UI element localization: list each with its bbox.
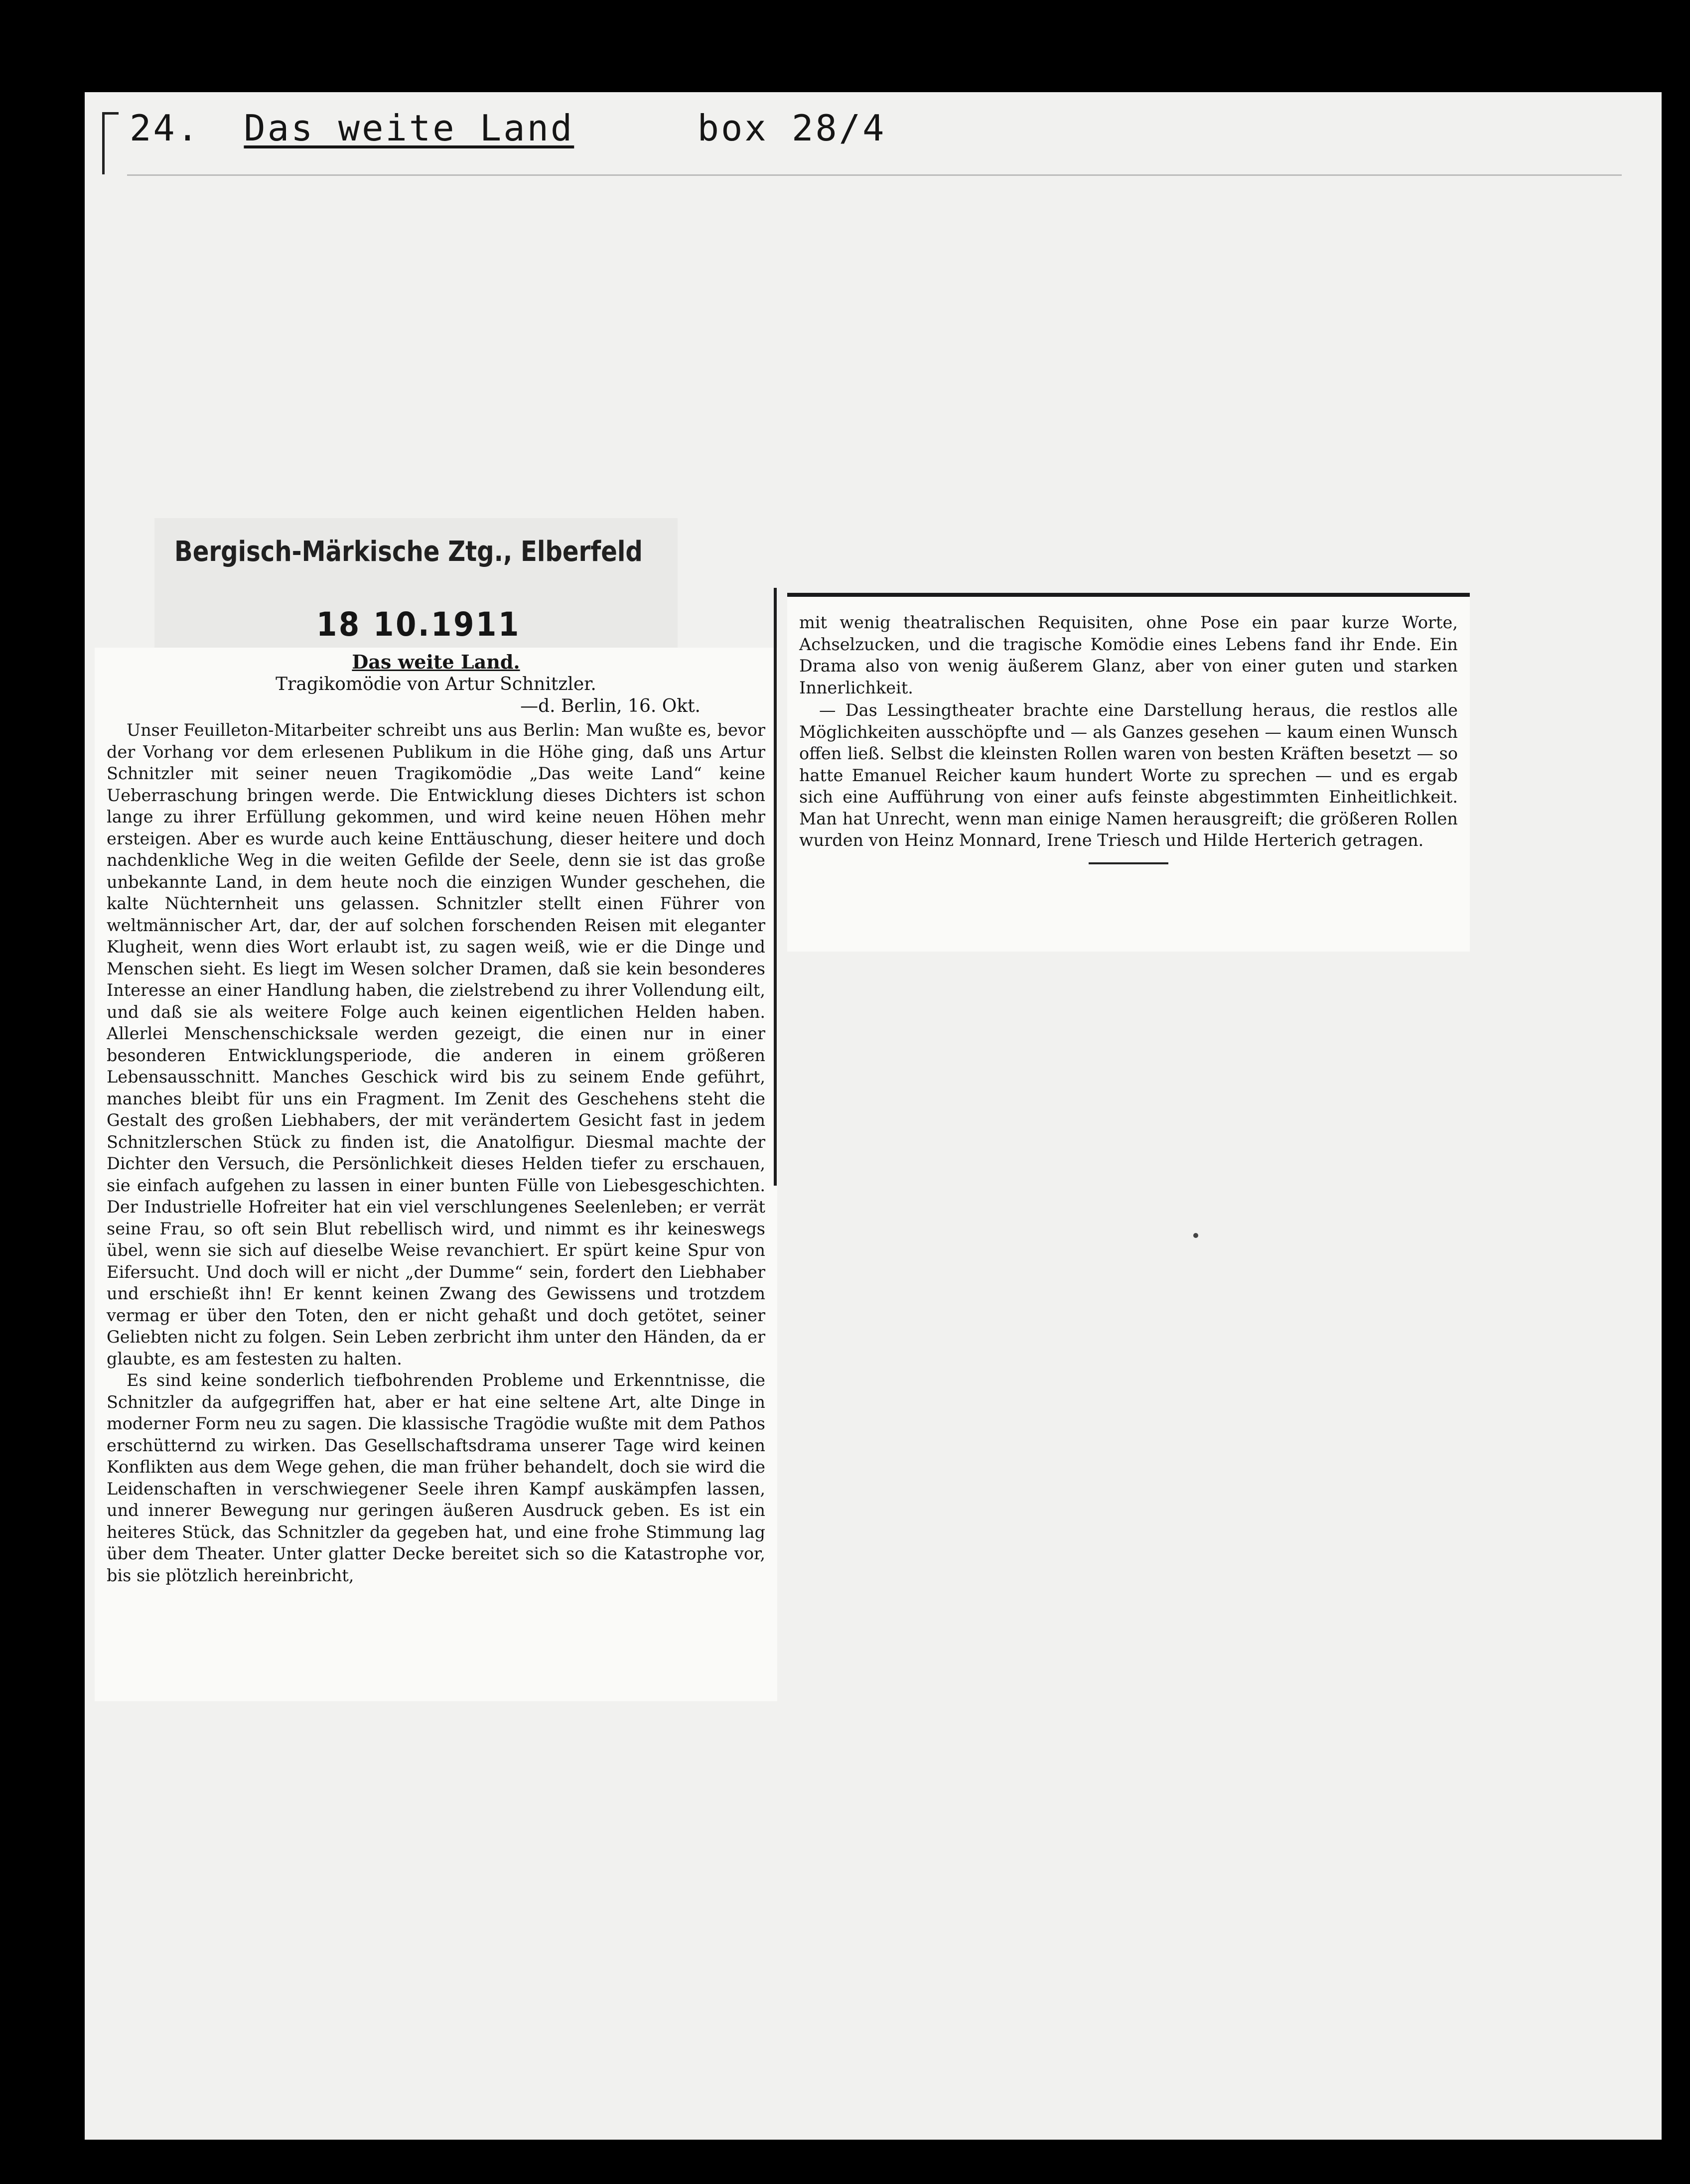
stamp-date: 18 10.1911 [316, 605, 521, 644]
stamp-source: Bergisch-Märkische Ztg., Elberfeld [174, 536, 643, 568]
article-paragraph: Unser Feuilleton-Mitarbeiter schreibt uns aus Berlin: Man wußte es, bevor der Vorhang vor dem erlesenen Publikum in die Höhe ging, daß uns Artur Schnitzler mit seiner neuen Tragikomödie „Das weite Land“ keine Ueberraschung bringen werde. Die Entwicklung dieses Dichters ist schon lange zu ihrer Erfüllung gekommen, und wird keine neuen Höhen mehr ersteigen. Aber es wurde auch keine Enttäuschung, dieser heitere und doch nachdenkliche Weg in die weiten Gefilde der Seele, denn sie ist das große unbekannte Land, in dem heute noch die einzigen Wunder geschehen, die kalte Nüchternheit uns gelassen. Schnitzler stellt einen Führer von weltmännischer Art, dar, der auf solchen forschenden Reisen mit eleganter Klugheit, wenn dies Wort erlaubt ist, zu sagen weiß, wie er die Dinge und Menschen sieht. Es liegt im Wesen solcher Dramen, daß sie kein besonderes Interesse an einer Handlung haben, die zielstrebend zu ihrer Vollendung eilt, und daß sie als weitere Folge auch keinen eigentlichen Helden haben. Allerlei Menschenschicksale werden gezeigt, die einen nur in einer besonderen Entwicklungsperiode, die anderen in einem größeren Lebensausschnitt. Manches Geschick wird bis zu seinem Ende geführt, manches bleibt für uns ein Fragment. Im Zenit des Geschehens steht die Gestalt des großen Liebhabers, der mit verändertem Gesicht fast in jedem Schnitzlerschen Stück zu finden ist, die Anatolfigur. Diesmal machte der Dichter den Versuch, die Persönlichkeit dieses Helden tiefer zu erschauen, sie einfach aufgehen zu lassen in einer bunten Fülle von Liebesgeschichten. Der Industrielle Hofreiter hat ein viel verschlungenes Seelenleben; er verrät seine Frau, so oft sein Blut rebellisch wird, und nimmt es ihr keineswegs übel, wenn sie sich auf dieselbe Weise revanchiert. Er spürt keine Spur von Eifersucht. Und doch will er nicht „der Dumme“ sein, fordert den Liebhaber und erschießt ihn! Er kennt keinen Zwang des Gewissens und trotzdem vermag er über den Toten, den er nicht gehaßt und doch getötet, seiner Geliebten nicht zu folgen. Sein Leben zerbricht ihm unter den Händen, da er glaubte, es am festesten zu halten. [107, 720, 765, 1368]
article-dateline: —d. Berlin, 16. Okt. [520, 696, 701, 716]
header-box-label: box 28/4 [697, 107, 886, 149]
article-paragraph: — Das Lessingtheater brachte eine Darstellung heraus, die restlos alle Möglichkeiten ausschöpfte und — als Ganzes gesehen — kaum einen Wunsch offen ließ. Selbst die kleinsten Rollen waren von besten Kräften besetzt — so hatte Emanuel Reicher kaum hundert Worte zu sprechen — und es ergab sich eine Aufführung von einer aufs feinste abgestimmten Einheitlichkeit. Man hat Unrecht, wenn man einige Namen herausgreift; die größeren Rollen wurden von Heinz Monnard, Irene Triesch und Hilde Herterich getragen. [799, 700, 1458, 850]
archive-header [130, 107, 886, 149]
header-title: Das weite Land [244, 107, 574, 149]
article-paragraph: mit wenig theatralischen Requisiten, ohne Pose ein paar kurze Worte, Achselzucken, und die tragische Komödie eines Lebens fand ihr Ende. Ein Drama also von wenig äußerem Glanz, aber von einer guten und starken Innerlichkeit. [799, 613, 1458, 697]
article-paragraph: Es sind keine sonderlich tiefbohrenden Probleme und Erkenntnisse, die Schnitzler da aufgegriffen hat, aber er hat eine seltene Art, alte Dinge in moderner Form neu zu sagen. Die klassische Tragödie wußte mit dem Pathos erschütternd zu wirken. Das Gesellschaftsdrama unserer Tage wird keinen Konflikten aus dem Wege gehen, die man früher behandelt, doch sie wird die Leidenschaften in verschwiegener Seele ihren Kampf auskämpfen lassen, und innerer Bewegung nur geringen äußeren Ausdruck geben. Es ist ein heiteres Stück, das Schnitzler da gegeben hat, und eine frohe Stimmung lag über dem Theater. Unter glatter Decke bereitet sich so die Katastrophe vor, bis sie plötzlich hereinbricht, [107, 1370, 765, 1585]
header-number: 24. [130, 107, 201, 149]
page-corner-mark [102, 112, 119, 174]
clipping-left-column [95, 648, 777, 1701]
column-rule [774, 588, 777, 1186]
header-rule [127, 174, 1622, 176]
article-subtitle: Tragikomödie von Artur Schnitzler. [276, 674, 596, 694]
paper-speck [1193, 1233, 1198, 1238]
article-end-rule [1089, 862, 1168, 864]
clipping-right-column [787, 593, 1470, 952]
article-title: Das weite Land. [352, 651, 520, 673]
